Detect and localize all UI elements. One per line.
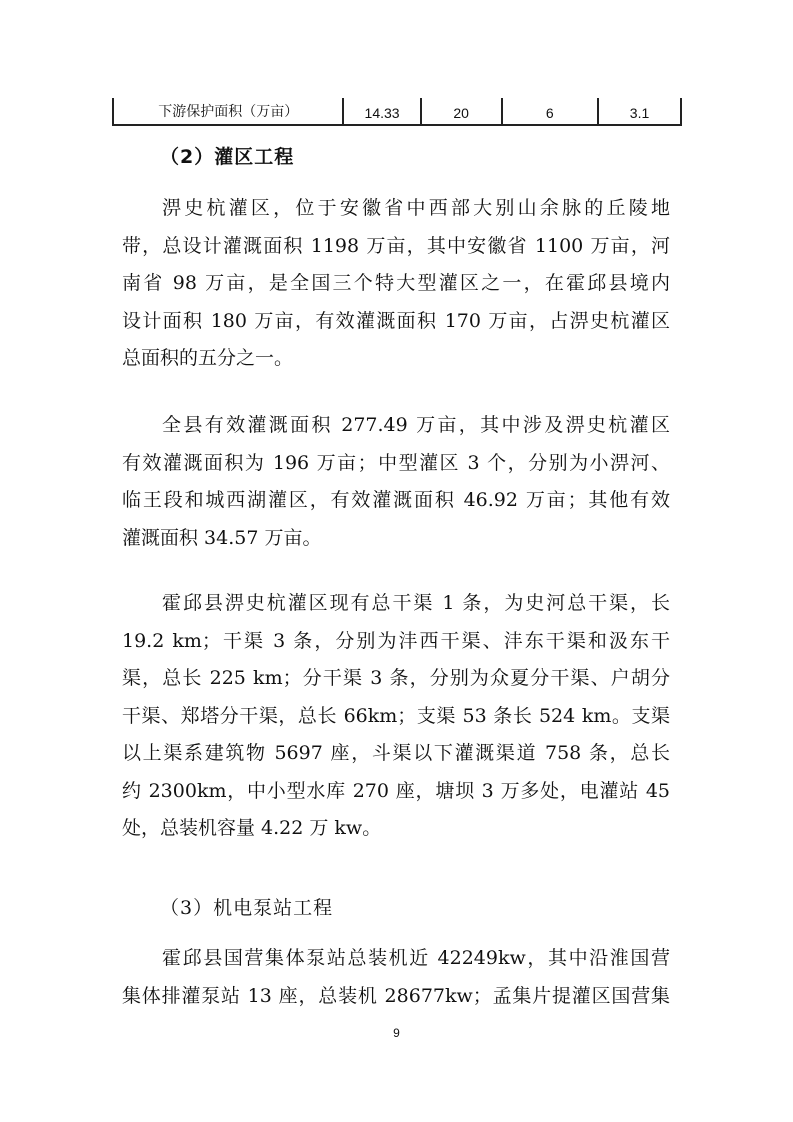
text-line: 灌溉面积 34.57 万亩。 bbox=[122, 526, 322, 549]
text-line: 全县有效灌溉面积 277.49 万亩，其中涉及淠史杭灌区 bbox=[162, 414, 670, 436]
text-line: 设计面积 180 万亩，有效灌溉面积 170 万亩，占淠史杭灌区 bbox=[122, 309, 670, 332]
text-line: 总面积的五分之一。 bbox=[122, 347, 294, 369]
section-heading-irrigation: （2）灌区工程 bbox=[160, 146, 295, 168]
table-cell-value: 20 bbox=[421, 98, 502, 125]
table-cell-label: 下游保护面积（万亩） bbox=[113, 98, 343, 125]
page-number: 9 bbox=[393, 1026, 400, 1040]
paragraph bbox=[122, 940, 670, 1015]
text-line: 干渠、郑塔分干渠，总长 66km；支渠 53 条长 524 km。支渠 bbox=[122, 704, 670, 727]
text-line: 临王段和城西湖灌区，有效灌溉面积 46.92 万亩；其他有效 bbox=[122, 489, 670, 511]
text-line: 淠史杭灌区，位于安徽省中西部大别山余脉的丘陵地 bbox=[162, 197, 670, 219]
text-line: 19.2 km；干渠 3 条，分别为沣西干渠、沣东干渠和汲东干 bbox=[122, 629, 670, 652]
text-line: 霍邱县国营集体泵站总装机近 42249kw，其中沿淮国营 bbox=[162, 947, 670, 969]
text-line: 渠，总长 225 km；分干渠 3 条，分别为众夏分干渠、户胡分 bbox=[122, 667, 670, 689]
text-line: 集体排灌泵站 13 座，总装机 28677kw；孟集片提灌区国营集 bbox=[122, 984, 670, 1007]
table-cell-value: 3.1 bbox=[598, 98, 681, 125]
text-line: 约 2300km，中小型水库 270 座，塘坝 3 万多处，电灌站 45 bbox=[122, 779, 670, 802]
section-heading-pump-station: （3）机电泵站工程 bbox=[160, 897, 334, 919]
paragraph bbox=[122, 190, 670, 378]
paragraph bbox=[122, 407, 670, 557]
text-line: 霍邱县淠史杭灌区现有总干渠 1 条，为史河总干渠，长 bbox=[162, 592, 670, 614]
table-cell-value: 6 bbox=[502, 98, 598, 125]
paragraph bbox=[122, 585, 670, 848]
table-cell-value: 14.33 bbox=[343, 98, 420, 125]
text-line: 带，总设计灌溉面积 1198 万亩，其中安徽省 1100 万亩，河 bbox=[122, 234, 670, 257]
table-row bbox=[113, 98, 681, 125]
table-fragment bbox=[112, 98, 682, 126]
text-line: 以上渠系建筑物 5697 座，斗渠以下灌溉渠道 758 条，总长 bbox=[122, 742, 670, 764]
text-line: 处，总装机容量 4.22 万 kw。 bbox=[122, 817, 382, 839]
text-line: 南省 98 万亩，是全国三个特大型灌区之一，在霍邱县境内 bbox=[122, 272, 670, 294]
text-line: 有效灌溉面积为 196 万亩；中型灌区 3 个，分别为小淠河、 bbox=[122, 451, 670, 474]
